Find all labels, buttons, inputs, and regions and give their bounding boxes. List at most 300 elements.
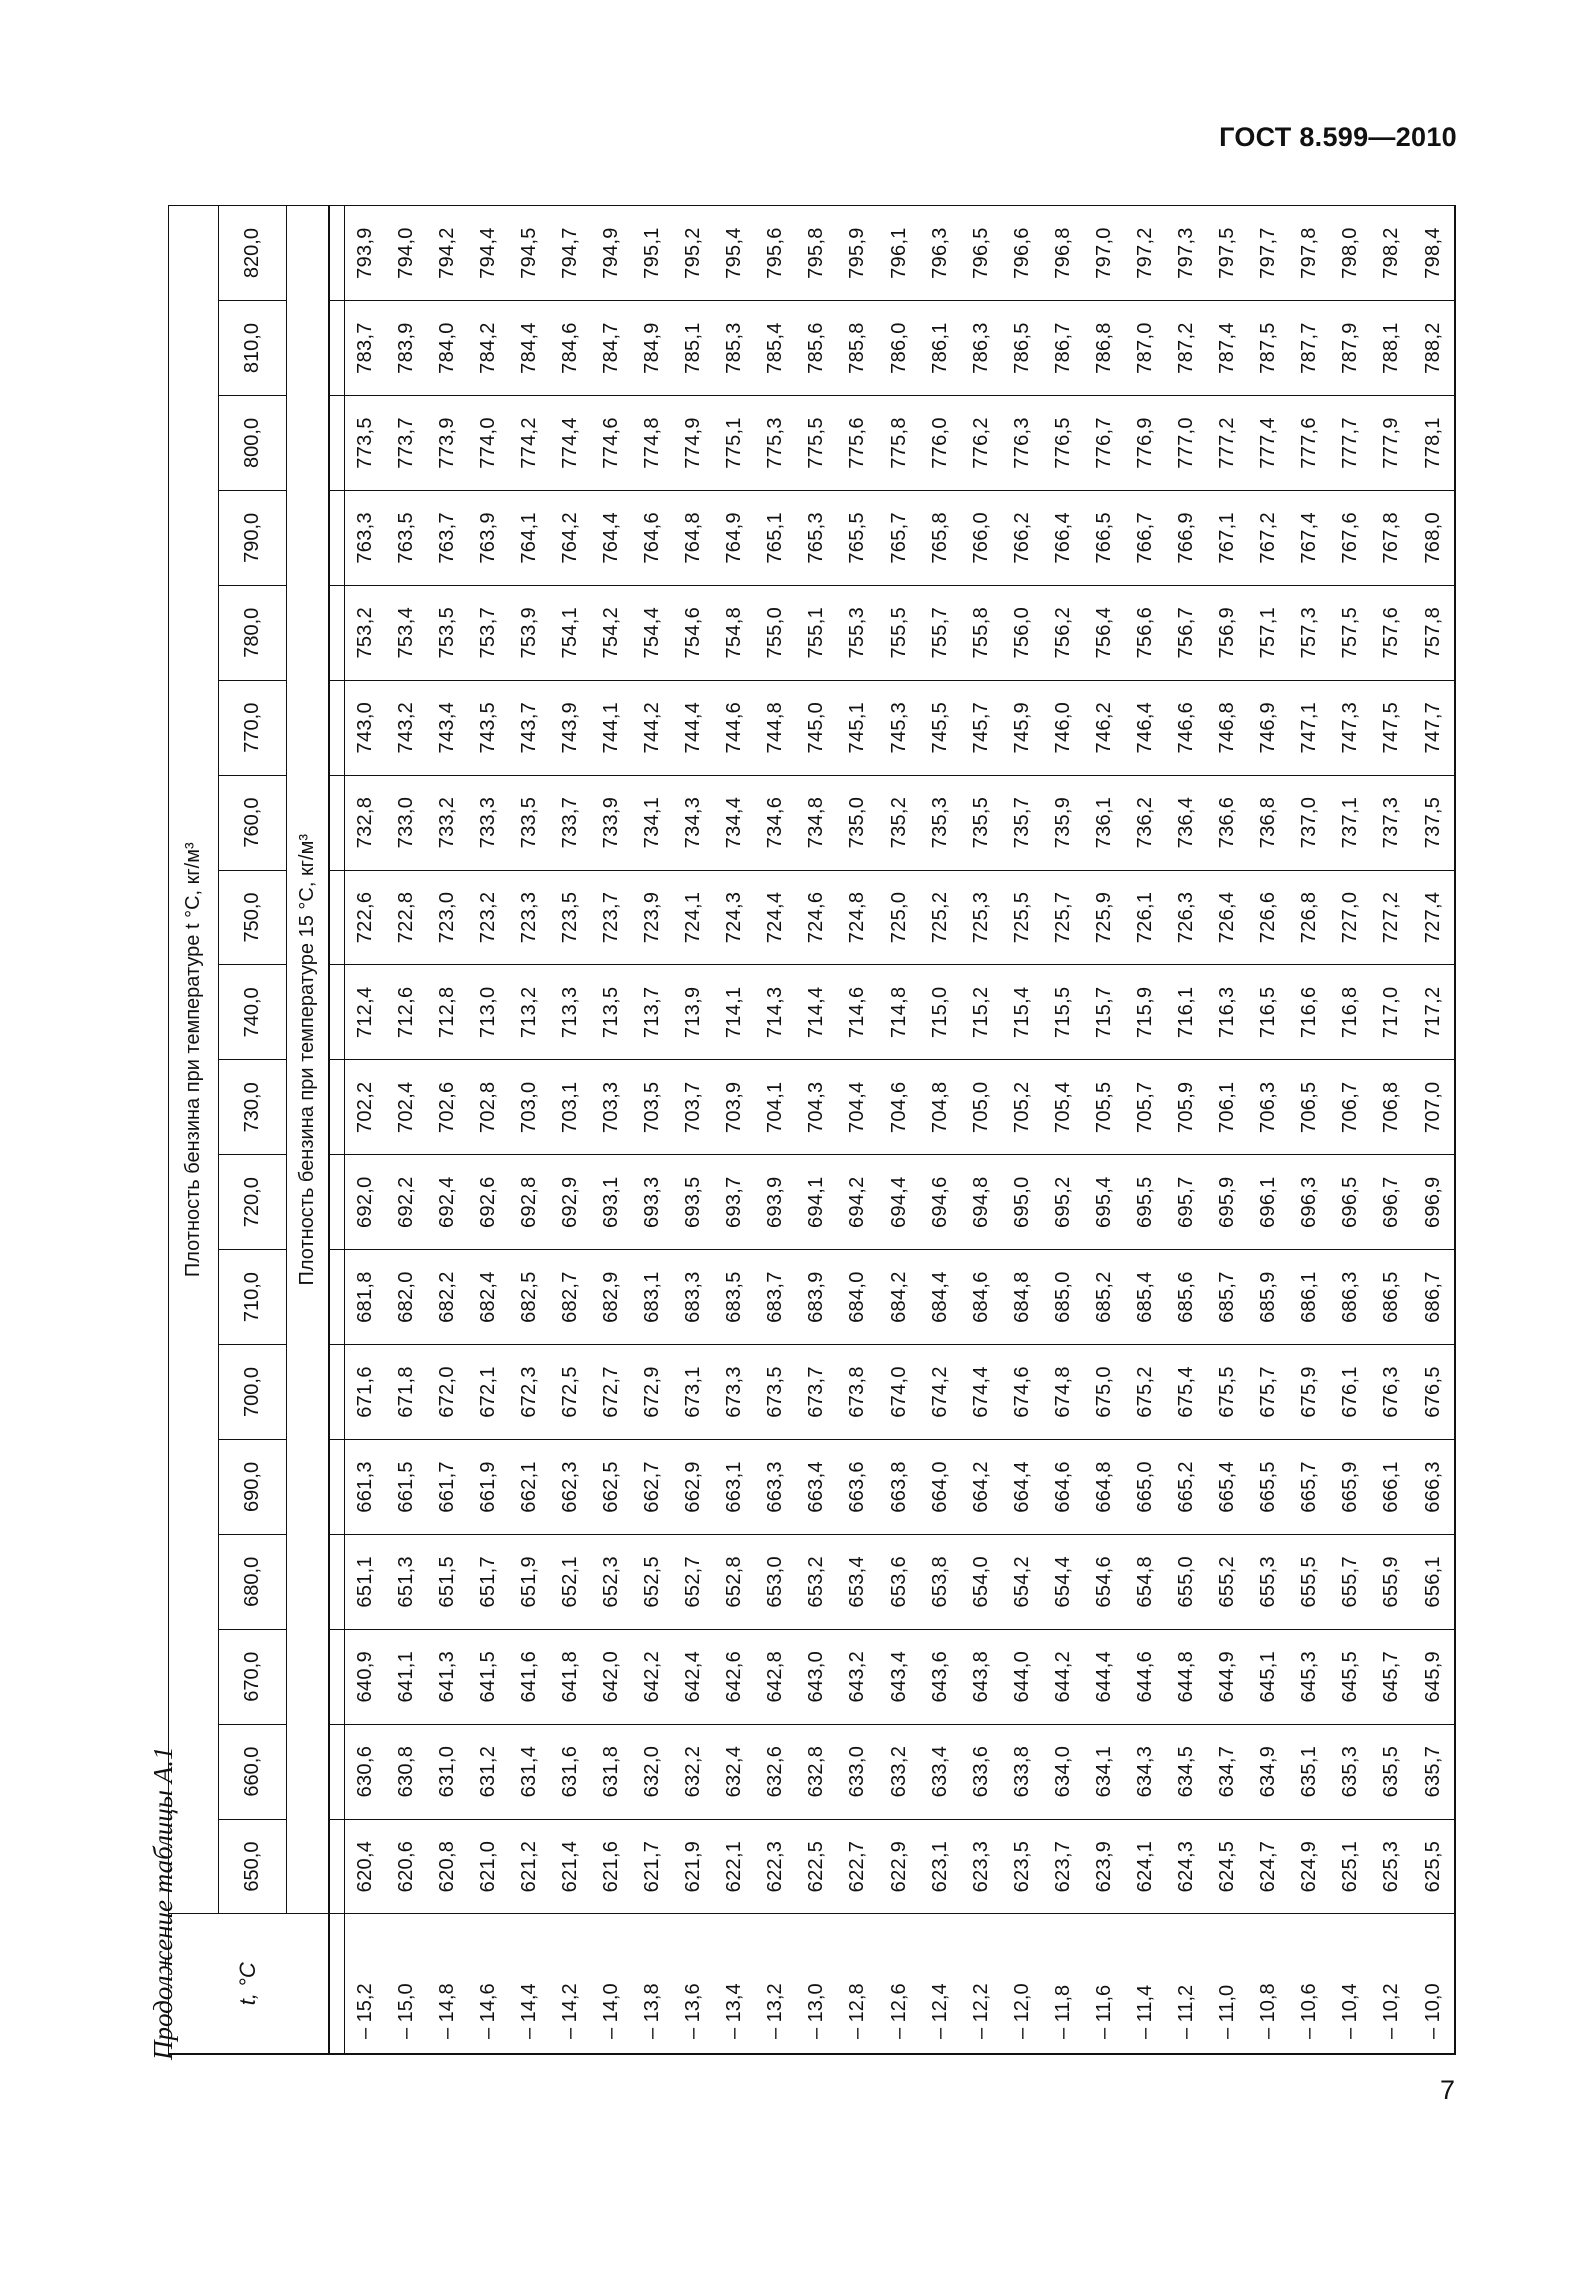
table-row bbox=[1412, 206, 1455, 2055]
density-cell: 734,4 bbox=[714, 775, 755, 870]
density-cell: 722,6 bbox=[344, 870, 386, 965]
density-cell: 788,1 bbox=[1371, 301, 1412, 396]
density-cell: 754,2 bbox=[591, 585, 632, 680]
density-cell: 655,5 bbox=[1289, 1534, 1330, 1629]
density-cell: 785,4 bbox=[755, 301, 796, 396]
density-cell: 733,2 bbox=[427, 775, 468, 870]
temperature-cell: – 13,8 bbox=[632, 1914, 673, 2054]
density-cell: 744,6 bbox=[714, 680, 755, 775]
density-cell: 725,3 bbox=[961, 870, 1002, 965]
density-cell: 644,8 bbox=[1166, 1629, 1207, 1724]
density-cell: 641,6 bbox=[509, 1629, 550, 1724]
temperature-cell: – 10,2 bbox=[1371, 1914, 1412, 2054]
density-cell: 685,7 bbox=[1207, 1250, 1248, 1345]
column-header: 820,0 bbox=[219, 206, 287, 301]
density-cell: 654,4 bbox=[1043, 1534, 1084, 1629]
separator-cell bbox=[329, 1819, 345, 1914]
rotated-table-wrapper bbox=[168, 205, 1456, 2055]
density-cell: 713,3 bbox=[550, 965, 591, 1060]
density-cell: 675,2 bbox=[1125, 1345, 1166, 1440]
density-cell: 764,9 bbox=[714, 490, 755, 585]
column-header: 700,0 bbox=[219, 1345, 287, 1440]
density-cell: 774,0 bbox=[468, 396, 509, 491]
table-row bbox=[837, 206, 878, 2055]
density-cell: 696,7 bbox=[1371, 1155, 1412, 1250]
density-cell: 664,6 bbox=[1043, 1439, 1084, 1534]
density-cell: 746,0 bbox=[1043, 680, 1084, 775]
density-cell: 778,1 bbox=[1412, 396, 1455, 491]
density-cell: 715,0 bbox=[920, 965, 961, 1060]
density-cell: 746,8 bbox=[1207, 680, 1248, 775]
density-cell: 695,9 bbox=[1207, 1155, 1248, 1250]
density-cell: 735,7 bbox=[1002, 775, 1043, 870]
density-cell: 644,6 bbox=[1125, 1629, 1166, 1724]
density-cell: 643,0 bbox=[796, 1629, 837, 1724]
density-cell: 632,0 bbox=[632, 1724, 673, 1819]
density-cell: 673,7 bbox=[796, 1345, 837, 1440]
density-cell: 715,4 bbox=[1002, 965, 1043, 1060]
density-cell: 643,2 bbox=[837, 1629, 878, 1724]
density-cell: 715,9 bbox=[1125, 965, 1166, 1060]
density-cell: 715,7 bbox=[1084, 965, 1125, 1060]
table-row bbox=[1207, 206, 1248, 2055]
density-cell: 735,5 bbox=[961, 775, 1002, 870]
density-cell: 684,2 bbox=[879, 1250, 920, 1345]
density-cell: 743,2 bbox=[386, 680, 427, 775]
density-cell: 754,8 bbox=[714, 585, 755, 680]
density-cell: 642,2 bbox=[632, 1629, 673, 1724]
density-cell: 632,8 bbox=[796, 1724, 837, 1819]
density-cell: 651,9 bbox=[509, 1534, 550, 1629]
density-cell: 681,8 bbox=[344, 1250, 386, 1345]
density-cell: 653,2 bbox=[796, 1534, 837, 1629]
density-cell: 747,5 bbox=[1371, 680, 1412, 775]
density-cell: 652,5 bbox=[632, 1534, 673, 1629]
density-cell: 682,2 bbox=[427, 1250, 468, 1345]
density-cell: 757,3 bbox=[1289, 585, 1330, 680]
density-cell: 796,3 bbox=[920, 206, 961, 301]
density-cell: 651,3 bbox=[386, 1534, 427, 1629]
separator-cell bbox=[329, 585, 345, 680]
separator-cell bbox=[329, 1534, 345, 1629]
density-cell: 692,9 bbox=[550, 1155, 591, 1250]
density-cell: 756,4 bbox=[1084, 585, 1125, 680]
density-cell: 753,9 bbox=[509, 585, 550, 680]
density-cell: 644,2 bbox=[1043, 1629, 1084, 1724]
density-cell: 706,8 bbox=[1371, 1060, 1412, 1155]
table-row bbox=[1002, 206, 1043, 2055]
density-cell: 692,8 bbox=[509, 1155, 550, 1250]
table-row bbox=[591, 206, 632, 2055]
density-cell: 753,5 bbox=[427, 585, 468, 680]
density-cell: 621,4 bbox=[550, 1819, 591, 1914]
density-cell: 675,9 bbox=[1289, 1345, 1330, 1440]
density-cell: 746,6 bbox=[1166, 680, 1207, 775]
density-cell: 786,8 bbox=[1084, 301, 1125, 396]
temperature-cell: – 14,2 bbox=[550, 1914, 591, 2054]
density-cell: 764,2 bbox=[550, 490, 591, 585]
temperature-cell: – 12,0 bbox=[1002, 1914, 1043, 2054]
density-cell: 651,5 bbox=[427, 1534, 468, 1629]
density-cell: 766,7 bbox=[1125, 490, 1166, 585]
density-cell: 631,0 bbox=[427, 1724, 468, 1819]
density-cell: 794,7 bbox=[550, 206, 591, 301]
density-cell: 620,8 bbox=[427, 1819, 468, 1914]
table-row bbox=[509, 206, 550, 2055]
density-cell: 703,0 bbox=[509, 1060, 550, 1155]
density-cell: 737,1 bbox=[1330, 775, 1371, 870]
temperature-cell: – 11,2 bbox=[1166, 1914, 1207, 2054]
density-cell: 686,7 bbox=[1412, 1250, 1455, 1345]
density-cell: 745,0 bbox=[796, 680, 837, 775]
density-cell: 665,7 bbox=[1289, 1439, 1330, 1534]
density-cell: 683,3 bbox=[673, 1250, 714, 1345]
column-header: 730,0 bbox=[219, 1060, 287, 1155]
density-cell: 624,5 bbox=[1207, 1819, 1248, 1914]
density-cell: 765,1 bbox=[755, 490, 796, 585]
density-cell: 706,7 bbox=[1330, 1060, 1371, 1155]
density-cell: 675,7 bbox=[1248, 1345, 1289, 1440]
temperature-cell: – 14,8 bbox=[427, 1914, 468, 2054]
density-cell: 774,9 bbox=[673, 396, 714, 491]
density-cell: 776,0 bbox=[920, 396, 961, 491]
density-cell: 632,4 bbox=[714, 1724, 755, 1819]
density-cell: 693,3 bbox=[632, 1155, 673, 1250]
column-header: 670,0 bbox=[219, 1629, 287, 1724]
density-cell: 655,3 bbox=[1248, 1534, 1289, 1629]
density-cell: 645,5 bbox=[1330, 1629, 1371, 1724]
density-cell: 726,1 bbox=[1125, 870, 1166, 965]
density-cell: 745,9 bbox=[1002, 680, 1043, 775]
density-cell: 776,5 bbox=[1043, 396, 1084, 491]
density-cell: 675,4 bbox=[1166, 1345, 1207, 1440]
density-cell: 776,2 bbox=[961, 396, 1002, 491]
density-cell: 726,6 bbox=[1248, 870, 1289, 965]
density-cell: 795,4 bbox=[714, 206, 755, 301]
density-cell: 706,5 bbox=[1289, 1060, 1330, 1155]
density-cell: 734,1 bbox=[632, 775, 673, 870]
table-body bbox=[344, 206, 1455, 2055]
density-cell: 724,6 bbox=[796, 870, 837, 965]
density-cell: 785,8 bbox=[837, 301, 878, 396]
density-cell: 787,4 bbox=[1207, 301, 1248, 396]
table-row bbox=[386, 206, 427, 2055]
density-cell: 620,6 bbox=[386, 1819, 427, 1914]
density-cell: 653,8 bbox=[920, 1534, 961, 1629]
separator-cell bbox=[329, 490, 345, 585]
density-cell: 785,3 bbox=[714, 301, 755, 396]
density-cell: 696,5 bbox=[1330, 1155, 1371, 1250]
density-cell: 714,4 bbox=[796, 965, 837, 1060]
density-cell: 784,6 bbox=[550, 301, 591, 396]
density-cell: 685,0 bbox=[1043, 1250, 1084, 1345]
separator-cell bbox=[329, 680, 345, 775]
density-cell: 794,0 bbox=[386, 206, 427, 301]
temperature-cell: – 12,2 bbox=[961, 1914, 1002, 2054]
density-cell: 733,5 bbox=[509, 775, 550, 870]
density-cell: 672,5 bbox=[550, 1345, 591, 1440]
separator-cell bbox=[329, 206, 345, 301]
temperature-cell: – 10,0 bbox=[1412, 1914, 1455, 2054]
density-cell: 746,2 bbox=[1084, 680, 1125, 775]
density-cell: 644,4 bbox=[1084, 1629, 1125, 1724]
density-cell: 621,0 bbox=[468, 1819, 509, 1914]
density-cell: 703,9 bbox=[714, 1060, 755, 1155]
density-cell: 777,7 bbox=[1330, 396, 1371, 491]
density-cell: 745,3 bbox=[879, 680, 920, 775]
density-cell: 695,5 bbox=[1125, 1155, 1166, 1250]
density-cell: 695,2 bbox=[1043, 1155, 1084, 1250]
table-row bbox=[714, 206, 755, 2055]
density-cell: 735,3 bbox=[920, 775, 961, 870]
density-cell: 683,5 bbox=[714, 1250, 755, 1345]
density-cell: 784,4 bbox=[509, 301, 550, 396]
density-cell: 797,5 bbox=[1207, 206, 1248, 301]
density-cell: 798,0 bbox=[1330, 206, 1371, 301]
density-cell: 665,5 bbox=[1248, 1439, 1289, 1534]
density-cell: 754,6 bbox=[673, 585, 714, 680]
table-row bbox=[1248, 206, 1289, 2055]
density-cell: 723,9 bbox=[632, 870, 673, 965]
density-cell: 753,4 bbox=[386, 585, 427, 680]
density-cell: 641,1 bbox=[386, 1629, 427, 1724]
density-cell: 705,4 bbox=[1043, 1060, 1084, 1155]
density-cell: 664,0 bbox=[920, 1439, 961, 1534]
density-cell: 695,0 bbox=[1002, 1155, 1043, 1250]
density-cell: 625,1 bbox=[1330, 1819, 1371, 1914]
table-row bbox=[796, 206, 837, 2055]
density-cell: 736,2 bbox=[1125, 775, 1166, 870]
density-cell: 725,7 bbox=[1043, 870, 1084, 965]
density-cell: 795,9 bbox=[837, 206, 878, 301]
temperature-cell: – 14,0 bbox=[591, 1914, 632, 2054]
density-cell: 733,7 bbox=[550, 775, 591, 870]
density-cell: 635,5 bbox=[1371, 1724, 1412, 1819]
density-cell: 633,6 bbox=[961, 1724, 1002, 1819]
column-header: 790,0 bbox=[219, 490, 287, 585]
density-cell: 767,4 bbox=[1289, 490, 1330, 585]
density-cell: 656,1 bbox=[1412, 1534, 1455, 1629]
density-cell: 723,5 bbox=[550, 870, 591, 965]
density-cell: 794,4 bbox=[468, 206, 509, 301]
density-cell: 645,7 bbox=[1371, 1629, 1412, 1724]
density-cell: 672,7 bbox=[591, 1345, 632, 1440]
density-cell: 733,0 bbox=[386, 775, 427, 870]
density-cell: 724,4 bbox=[755, 870, 796, 965]
density-cell: 756,0 bbox=[1002, 585, 1043, 680]
density-cell: 676,1 bbox=[1330, 1345, 1371, 1440]
density-cell: 641,3 bbox=[427, 1629, 468, 1724]
density-cell: 692,4 bbox=[427, 1155, 468, 1250]
temperature-cell: – 12,6 bbox=[879, 1914, 920, 2054]
density-cell: 662,9 bbox=[673, 1439, 714, 1534]
density-cell: 635,3 bbox=[1330, 1724, 1371, 1819]
density-cell: 796,6 bbox=[1002, 206, 1043, 301]
density-cell: 634,1 bbox=[1084, 1724, 1125, 1819]
density-cell: 634,7 bbox=[1207, 1724, 1248, 1819]
density-cell: 635,7 bbox=[1412, 1724, 1455, 1819]
density-cell: 747,1 bbox=[1289, 680, 1330, 775]
density-cell: 797,3 bbox=[1166, 206, 1207, 301]
density-cell: 757,6 bbox=[1371, 585, 1412, 680]
density-cell: 764,4 bbox=[591, 490, 632, 585]
density-cell: 714,1 bbox=[714, 965, 755, 1060]
temperature-cell: – 15,2 bbox=[344, 1914, 386, 2054]
density-cell: 674,8 bbox=[1043, 1345, 1084, 1440]
density-cell: 736,8 bbox=[1248, 775, 1289, 870]
density-cell: 777,9 bbox=[1371, 396, 1412, 491]
density-table bbox=[168, 205, 1456, 2055]
separator-cell bbox=[329, 965, 345, 1060]
column-header: 710,0 bbox=[219, 1250, 287, 1345]
density-cell: 712,8 bbox=[427, 965, 468, 1060]
density-cell: 675,5 bbox=[1207, 1345, 1248, 1440]
density-cell: 664,2 bbox=[961, 1439, 1002, 1534]
density-cell: 623,9 bbox=[1084, 1819, 1125, 1914]
density-cell: 765,5 bbox=[837, 490, 878, 585]
density-cell: 682,9 bbox=[591, 1250, 632, 1345]
sub-header: Плотность бензина при температуре 15 °C, кг/м³ bbox=[287, 206, 329, 1915]
density-cell: 661,9 bbox=[468, 1439, 509, 1534]
table-row bbox=[755, 206, 796, 2055]
table-row bbox=[468, 206, 509, 2055]
density-cell: 630,8 bbox=[386, 1724, 427, 1819]
density-cell: 652,3 bbox=[591, 1534, 632, 1629]
density-cell: 696,3 bbox=[1289, 1155, 1330, 1250]
density-cell: 651,7 bbox=[468, 1534, 509, 1629]
density-cell: 645,9 bbox=[1412, 1629, 1455, 1724]
density-cell: 783,9 bbox=[386, 301, 427, 396]
table-row bbox=[961, 206, 1002, 2055]
density-cell: 755,5 bbox=[879, 585, 920, 680]
density-cell: 787,2 bbox=[1166, 301, 1207, 396]
density-cell: 654,6 bbox=[1084, 1534, 1125, 1629]
density-cell: 655,7 bbox=[1330, 1534, 1371, 1629]
density-cell: 795,6 bbox=[755, 206, 796, 301]
density-cell: 704,4 bbox=[837, 1060, 878, 1155]
density-cell: 716,6 bbox=[1289, 965, 1330, 1060]
density-cell: 746,9 bbox=[1248, 680, 1289, 775]
table-caption: Продолжение таблицы А.1 bbox=[148, 1746, 178, 2060]
column-header: 720,0 bbox=[219, 1155, 287, 1250]
density-cell: 755,0 bbox=[755, 585, 796, 680]
density-cell: 653,4 bbox=[837, 1534, 878, 1629]
density-cell: 674,6 bbox=[1002, 1345, 1043, 1440]
density-cell: 745,1 bbox=[837, 680, 878, 775]
density-cell: 743,7 bbox=[509, 680, 550, 775]
density-cell: 743,0 bbox=[344, 680, 386, 775]
density-cell: 764,6 bbox=[632, 490, 673, 585]
density-cell: 672,9 bbox=[632, 1345, 673, 1440]
density-cell: 787,5 bbox=[1248, 301, 1289, 396]
density-cell: 734,8 bbox=[796, 775, 837, 870]
density-cell: 652,8 bbox=[714, 1534, 755, 1629]
density-cell: 654,8 bbox=[1125, 1534, 1166, 1629]
density-cell: 665,2 bbox=[1166, 1439, 1207, 1534]
density-cell: 684,8 bbox=[1002, 1250, 1043, 1345]
density-cell: 775,1 bbox=[714, 396, 755, 491]
density-cell: 702,6 bbox=[427, 1060, 468, 1155]
density-cell: 634,0 bbox=[1043, 1724, 1084, 1819]
density-cell: 703,7 bbox=[673, 1060, 714, 1155]
temperature-cell: – 12,4 bbox=[920, 1914, 961, 2054]
density-cell: 620,4 bbox=[344, 1819, 386, 1914]
density-cell: 725,5 bbox=[1002, 870, 1043, 965]
density-cell: 645,3 bbox=[1289, 1629, 1330, 1724]
density-cell: 723,3 bbox=[509, 870, 550, 965]
density-cell: 643,8 bbox=[961, 1629, 1002, 1724]
density-cell: 644,9 bbox=[1207, 1629, 1248, 1724]
density-cell: 661,7 bbox=[427, 1439, 468, 1534]
density-cell: 713,9 bbox=[673, 965, 714, 1060]
density-cell: 652,1 bbox=[550, 1534, 591, 1629]
separator-cell bbox=[329, 1724, 345, 1819]
density-cell: 634,9 bbox=[1248, 1724, 1289, 1819]
density-cell: 695,4 bbox=[1084, 1155, 1125, 1250]
density-cell: 666,3 bbox=[1412, 1439, 1455, 1534]
density-cell: 684,4 bbox=[920, 1250, 961, 1345]
separator-cell bbox=[329, 1155, 345, 1250]
density-cell: 665,9 bbox=[1330, 1439, 1371, 1534]
density-cell: 692,0 bbox=[344, 1155, 386, 1250]
density-cell: 774,2 bbox=[509, 396, 550, 491]
table-row bbox=[879, 206, 920, 2055]
temperature-cell: – 10,6 bbox=[1289, 1914, 1330, 2054]
density-cell: 713,2 bbox=[509, 965, 550, 1060]
density-cell: 735,2 bbox=[879, 775, 920, 870]
density-cell: 743,4 bbox=[427, 680, 468, 775]
density-cell: 786,1 bbox=[920, 301, 961, 396]
density-cell: 775,5 bbox=[796, 396, 837, 491]
density-cell: 694,4 bbox=[879, 1155, 920, 1250]
density-cell: 724,1 bbox=[673, 870, 714, 965]
density-cell: 745,7 bbox=[961, 680, 1002, 775]
density-cell: 663,6 bbox=[837, 1439, 878, 1534]
density-cell: 672,3 bbox=[509, 1345, 550, 1440]
density-cell: 716,3 bbox=[1207, 965, 1248, 1060]
density-cell: 797,2 bbox=[1125, 206, 1166, 301]
density-cell: 632,2 bbox=[673, 1724, 714, 1819]
density-cell: 766,4 bbox=[1043, 490, 1084, 585]
density-cell: 676,3 bbox=[1371, 1345, 1412, 1440]
density-cell: 633,0 bbox=[837, 1724, 878, 1819]
density-cell: 724,3 bbox=[714, 870, 755, 965]
density-cell: 624,9 bbox=[1289, 1819, 1330, 1914]
separator-cell bbox=[329, 1439, 345, 1534]
density-cell: 684,0 bbox=[837, 1250, 878, 1345]
density-cell: 621,2 bbox=[509, 1819, 550, 1914]
density-cell: 623,1 bbox=[920, 1819, 961, 1914]
density-cell: 755,7 bbox=[920, 585, 961, 680]
density-cell: 717,2 bbox=[1412, 965, 1455, 1060]
density-cell: 662,7 bbox=[632, 1439, 673, 1534]
density-cell: 642,4 bbox=[673, 1629, 714, 1724]
density-cell: 674,0 bbox=[879, 1345, 920, 1440]
density-cell: 763,5 bbox=[386, 490, 427, 585]
density-cell: 633,8 bbox=[1002, 1724, 1043, 1819]
density-cell: 695,7 bbox=[1166, 1155, 1207, 1250]
column-header: 690,0 bbox=[219, 1439, 287, 1534]
density-cell: 756,7 bbox=[1166, 585, 1207, 680]
density-cell: 737,0 bbox=[1289, 775, 1330, 870]
density-cell: 795,2 bbox=[673, 206, 714, 301]
density-cell: 704,3 bbox=[796, 1060, 837, 1155]
density-cell: 765,7 bbox=[879, 490, 920, 585]
density-cell: 715,2 bbox=[961, 965, 1002, 1060]
density-cell: 664,8 bbox=[1084, 1439, 1125, 1534]
density-cell: 702,8 bbox=[468, 1060, 509, 1155]
density-cell: 682,7 bbox=[550, 1250, 591, 1345]
